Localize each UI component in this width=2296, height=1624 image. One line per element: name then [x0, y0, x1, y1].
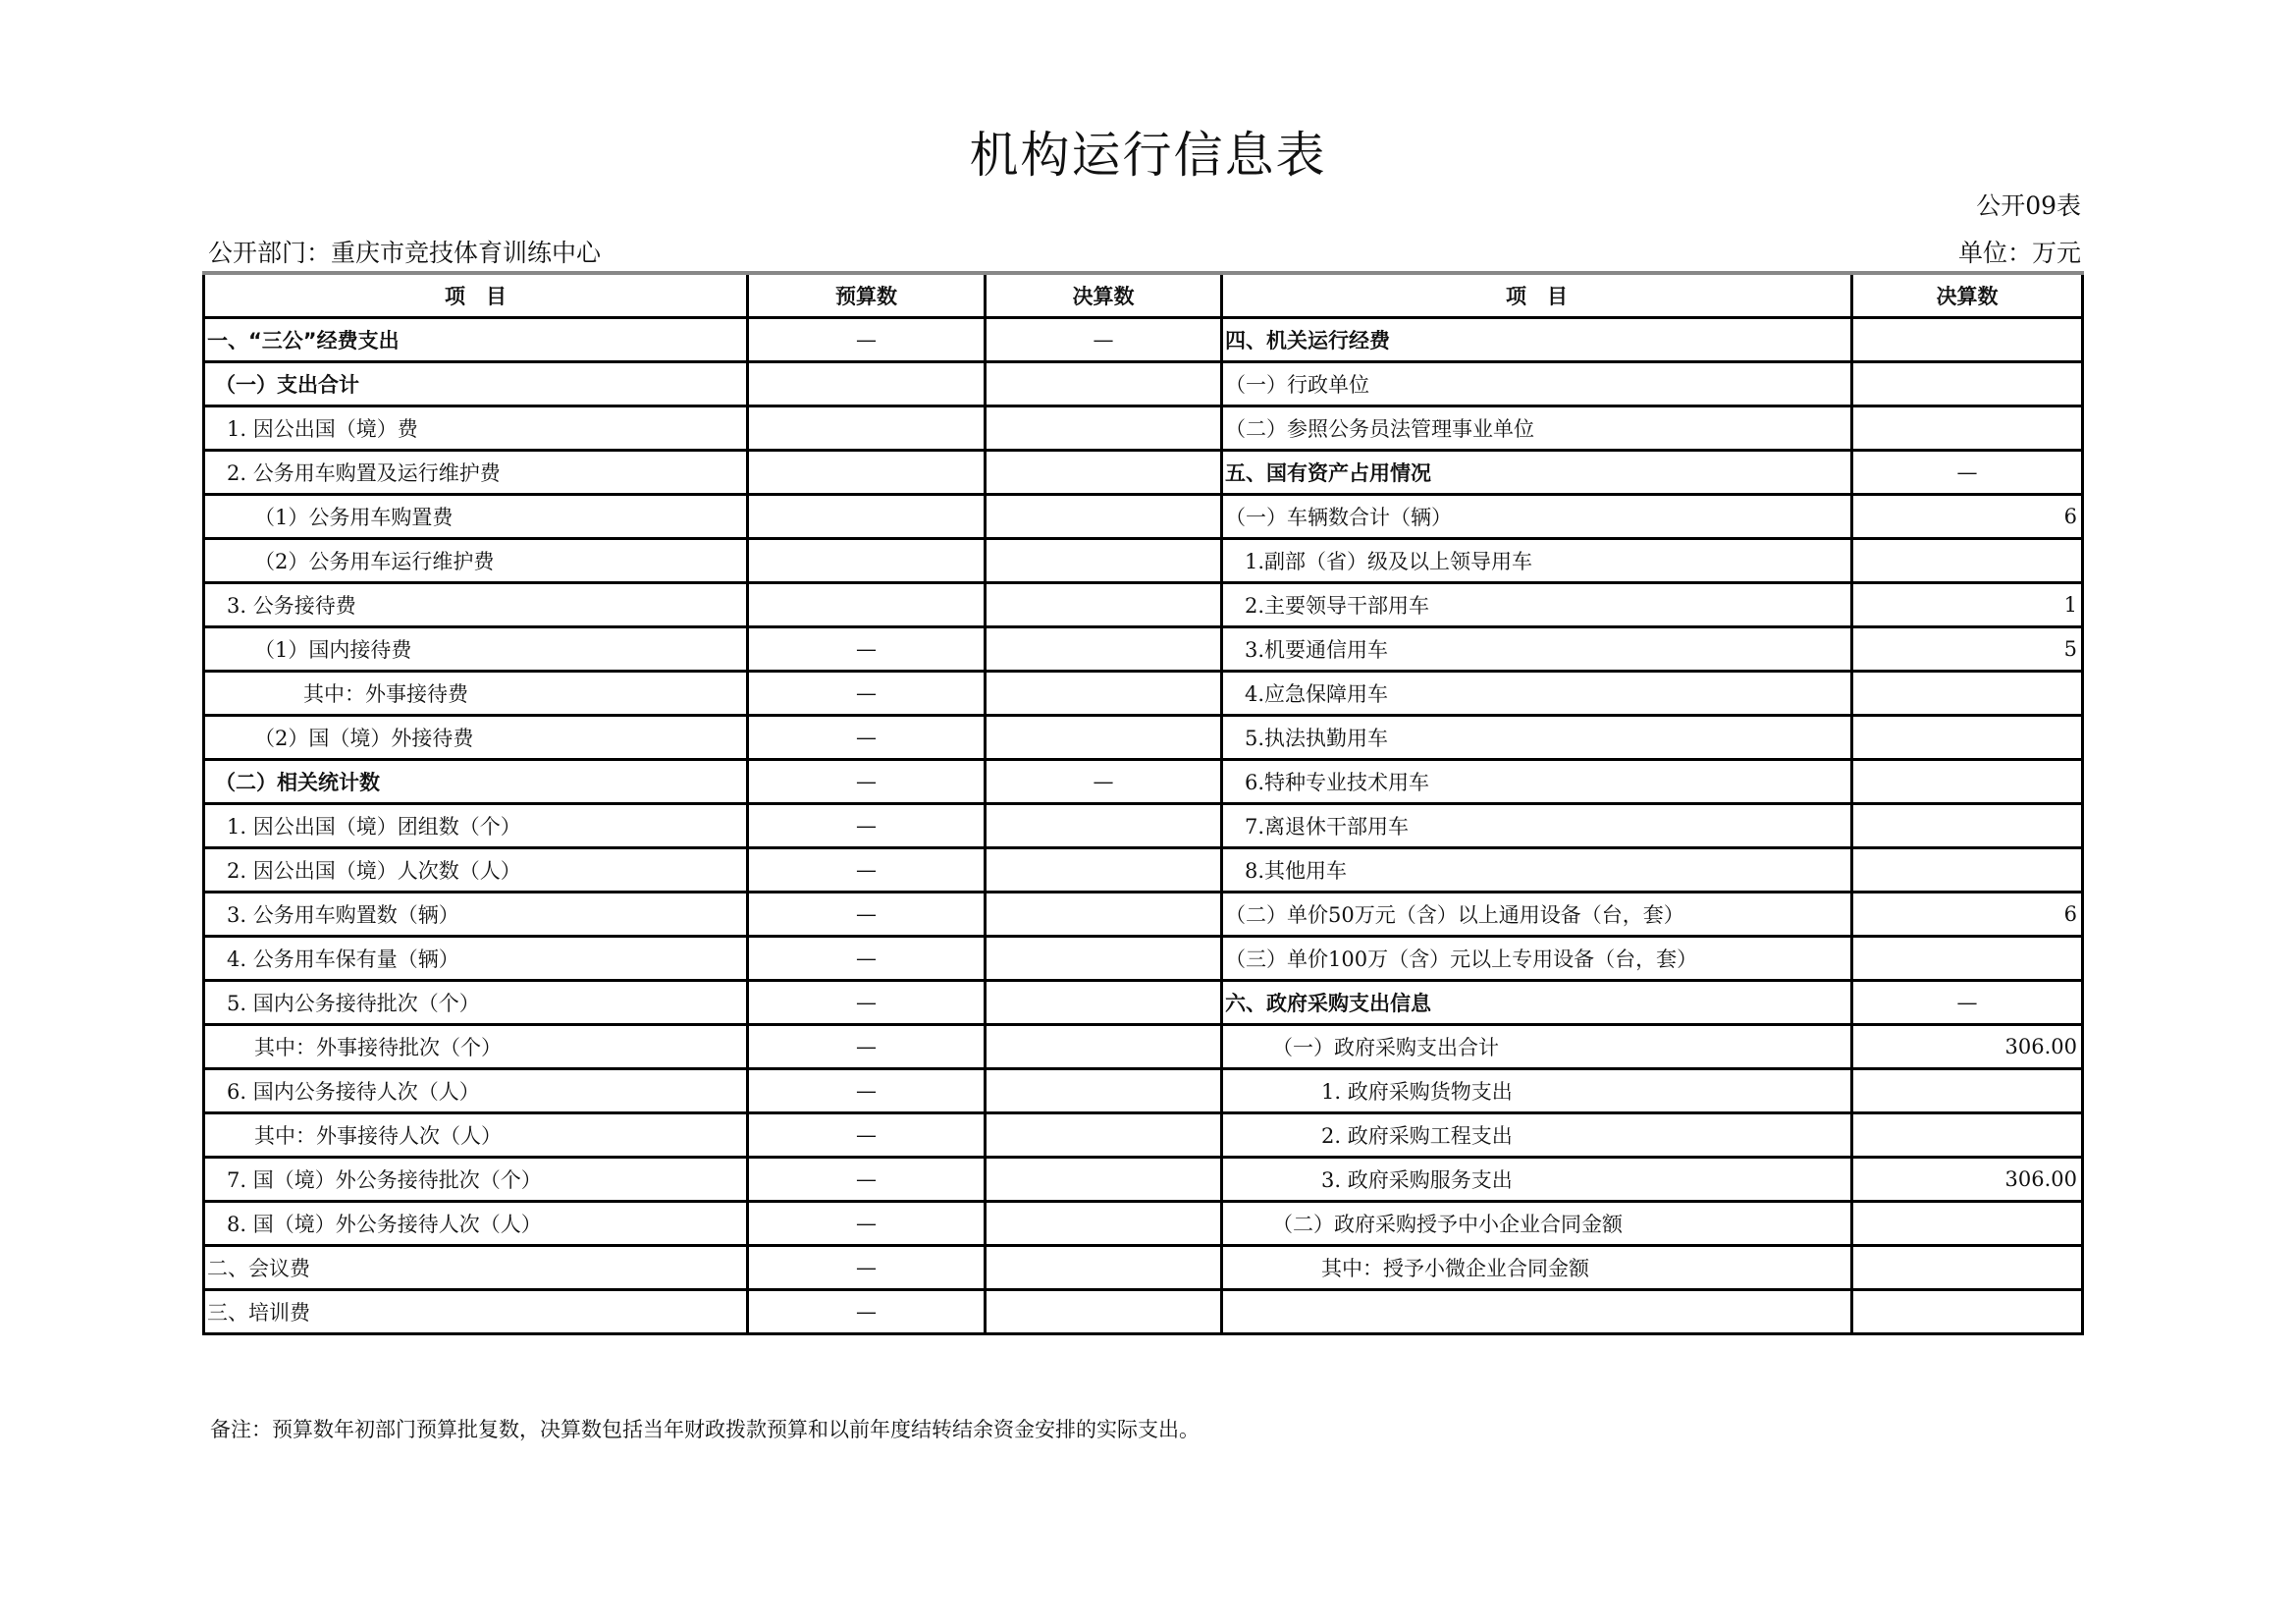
left-item-cell: 3. 公务接待费: [204, 583, 748, 627]
left-budget-cell: —: [748, 981, 986, 1025]
left-final-cell: [986, 495, 1222, 539]
right-item-cell: （一）政府采购支出合计: [1222, 1025, 1852, 1069]
left-final-cell: [986, 451, 1222, 495]
left-budget-cell: —: [748, 848, 986, 893]
right-final-cell: [1852, 672, 2083, 716]
left-item-cell: （2）公务用车运行维护费: [204, 539, 748, 583]
right-final-cell: 6: [1852, 893, 2083, 937]
table-row: [204, 583, 2083, 627]
left-item-cell: （一）支出合计: [204, 362, 748, 406]
table-row: [204, 937, 2083, 981]
left-item-cell: 4. 公务用车保有量（辆）: [204, 937, 748, 981]
left-final-cell: [986, 893, 1222, 937]
right-item-cell: （三）单价100万（含）元以上专用设备（台，套）: [1222, 937, 1852, 981]
header-left-final: 决算数: [986, 273, 1222, 318]
table-row: [204, 760, 2083, 804]
table-row: [204, 627, 2083, 672]
header-left-item: 项 目: [204, 273, 748, 318]
right-final-cell: [1852, 1246, 2083, 1290]
right-final-cell: —: [1852, 981, 2083, 1025]
right-item-cell: 7.离退休干部用车: [1222, 804, 1852, 848]
table-header-row: [204, 273, 2083, 318]
left-budget-cell: —: [748, 716, 986, 760]
left-final-cell: [986, 1113, 1222, 1158]
left-budget-cell: [748, 451, 986, 495]
right-item-cell: （二）单价50万元（含）以上通用设备（台，套）: [1222, 893, 1852, 937]
left-budget-cell: [748, 362, 986, 406]
right-item-cell: 3. 政府采购服务支出: [1222, 1158, 1852, 1202]
left-final-cell: [986, 848, 1222, 893]
right-final-cell: [1852, 1113, 2083, 1158]
right-item-cell: [1222, 1290, 1852, 1334]
footnote: 备注：预算数年初部门预算批复数，决算数包括当年财政拨款预算和以前年度结转结余资金安排的实际支出。: [210, 1418, 1200, 1441]
left-item-cell: 7. 国（境）外公务接待批次（个）: [204, 1158, 748, 1202]
table-row: [204, 1158, 2083, 1202]
right-final-cell: [1852, 848, 2083, 893]
right-item-cell: （二）参照公务员法管理事业单位: [1222, 406, 1852, 451]
left-final-cell: [986, 672, 1222, 716]
left-final-cell: [986, 1290, 1222, 1334]
right-item-cell: 1. 政府采购货物支出: [1222, 1069, 1852, 1113]
right-item-cell: 四、机关运行经费: [1222, 318, 1852, 362]
department-label: 公开部门：重庆市竞技体育训练中心: [208, 239, 602, 267]
left-final-cell: [986, 627, 1222, 672]
left-item-cell: 1. 因公出国（境）团组数（个）: [204, 804, 748, 848]
left-final-cell: [986, 406, 1222, 451]
table-row: [204, 451, 2083, 495]
right-item-cell: （一）行政单位: [1222, 362, 1852, 406]
header-right-final: 决算数: [1852, 273, 2083, 318]
right-item-cell: 4.应急保障用车: [1222, 672, 1852, 716]
left-item-cell: 6. 国内公务接待人次（人）: [204, 1069, 748, 1113]
left-item-cell: 其中：外事接待批次（个）: [204, 1025, 748, 1069]
table-row: [204, 981, 2083, 1025]
right-final-cell: [1852, 760, 2083, 804]
table-row: [204, 672, 2083, 716]
left-item-cell: （1）公务用车购置费: [204, 495, 748, 539]
right-item-cell: 6.特种专业技术用车: [1222, 760, 1852, 804]
table-row: [204, 495, 2083, 539]
left-final-cell: [986, 937, 1222, 981]
table-row: [204, 1290, 2083, 1334]
left-budget-cell: —: [748, 937, 986, 981]
left-budget-cell: —: [748, 318, 986, 362]
table-body: [204, 318, 2083, 1334]
right-item-cell: 六、政府采购支出信息: [1222, 981, 1852, 1025]
left-budget-cell: —: [748, 1290, 986, 1334]
table-row: [204, 716, 2083, 760]
right-final-cell: [1852, 1069, 2083, 1113]
right-final-cell: [1852, 716, 2083, 760]
right-final-cell: 1: [1852, 583, 2083, 627]
right-final-cell: [1852, 318, 2083, 362]
right-item-cell: 1.副部（省）级及以上领导用车: [1222, 539, 1852, 583]
right-final-cell: [1852, 406, 2083, 451]
right-final-cell: 5: [1852, 627, 2083, 672]
left-budget-cell: —: [748, 804, 986, 848]
left-budget-cell: —: [748, 1202, 986, 1246]
right-item-cell: 2. 政府采购工程支出: [1222, 1113, 1852, 1158]
right-final-cell: [1852, 539, 2083, 583]
table-row: [204, 318, 2083, 362]
right-final-cell: [1852, 362, 2083, 406]
table-row: [204, 1202, 2083, 1246]
page-title: 机构运行信息表: [969, 127, 1327, 184]
table-row: [204, 1025, 2083, 1069]
left-budget-cell: —: [748, 627, 986, 672]
left-item-cell: 8. 国（境）外公务接待人次（人）: [204, 1202, 748, 1246]
right-item-cell: 3.机要通信用车: [1222, 627, 1852, 672]
left-item-cell: 5. 国内公务接待批次（个）: [204, 981, 748, 1025]
left-final-cell: [986, 539, 1222, 583]
right-final-cell: 306.00: [1852, 1025, 2083, 1069]
right-final-cell: [1852, 1290, 2083, 1334]
left-item-cell: 其中：外事接待人次（人）: [204, 1113, 748, 1158]
left-item-cell: 3. 公务用车购置数（辆）: [204, 893, 748, 937]
table-row: [204, 1246, 2083, 1290]
table-row: [204, 804, 2083, 848]
left-final-cell: [986, 1025, 1222, 1069]
left-budget-cell: —: [748, 1158, 986, 1202]
table-row: [204, 1113, 2083, 1158]
operation-info-table: [202, 271, 2084, 1335]
left-final-cell: [986, 1202, 1222, 1246]
right-final-cell: 306.00: [1852, 1158, 2083, 1202]
left-budget-cell: —: [748, 1246, 986, 1290]
left-item-cell: （2）国（境）外接待费: [204, 716, 748, 760]
right-item-cell: 2.主要领导干部用车: [1222, 583, 1852, 627]
table-row: [204, 893, 2083, 937]
left-item-cell: （二）相关统计数: [204, 760, 748, 804]
right-item-cell: 其中：授予小微企业合同金额: [1222, 1246, 1852, 1290]
left-final-cell: [986, 1158, 1222, 1202]
table-row: [204, 1069, 2083, 1113]
right-item-cell: 5.执法执勤用车: [1222, 716, 1852, 760]
left-item-cell: 2. 公务用车购置及运行维护费: [204, 451, 748, 495]
left-item-cell: 1. 因公出国（境）费: [204, 406, 748, 451]
left-budget-cell: —: [748, 760, 986, 804]
left-budget-cell: —: [748, 1025, 986, 1069]
left-final-cell: [986, 981, 1222, 1025]
left-item-cell: 三、培训费: [204, 1290, 748, 1334]
left-item-cell: 二、会议费: [204, 1246, 748, 1290]
right-final-cell: [1852, 1202, 2083, 1246]
left-final-cell: [986, 1246, 1222, 1290]
header-right-item: 项 目: [1222, 273, 1852, 318]
table-code: 公开09表: [1976, 191, 2081, 220]
left-final-cell: —: [986, 318, 1222, 362]
left-budget-cell: —: [748, 672, 986, 716]
header-left-budget: 预算数: [748, 273, 986, 318]
right-final-cell: —: [1852, 451, 2083, 495]
right-final-cell: 6: [1852, 495, 2083, 539]
left-final-cell: [986, 1069, 1222, 1113]
right-item-cell: 五、国有资产占用情况: [1222, 451, 1852, 495]
table-row: [204, 848, 2083, 893]
table-row: [204, 406, 2083, 451]
right-final-cell: [1852, 937, 2083, 981]
left-item-cell: 一、“三公”经费支出: [204, 318, 748, 362]
table-row: [204, 362, 2083, 406]
unit-label: 单位：万元: [1957, 239, 2081, 267]
left-final-cell: [986, 583, 1222, 627]
left-final-cell: [986, 716, 1222, 760]
left-final-cell: —: [986, 760, 1222, 804]
left-final-cell: [986, 804, 1222, 848]
left-budget-cell: —: [748, 1113, 986, 1158]
left-budget-cell: [748, 539, 986, 583]
left-item-cell: 其中：外事接待费: [204, 672, 748, 716]
left-budget-cell: [748, 583, 986, 627]
table-row: [204, 539, 2083, 583]
left-item-cell: （1）国内接待费: [204, 627, 748, 672]
left-final-cell: [986, 362, 1222, 406]
left-budget-cell: [748, 495, 986, 539]
right-final-cell: [1852, 804, 2083, 848]
right-item-cell: （二）政府采购授予中小企业合同金额: [1222, 1202, 1852, 1246]
left-budget-cell: —: [748, 1069, 986, 1113]
left-budget-cell: —: [748, 893, 986, 937]
right-item-cell: 8.其他用车: [1222, 848, 1852, 893]
left-item-cell: 2. 因公出国（境）人次数（人）: [204, 848, 748, 893]
right-item-cell: （一）车辆数合计（辆）: [1222, 495, 1852, 539]
left-budget-cell: [748, 406, 986, 451]
